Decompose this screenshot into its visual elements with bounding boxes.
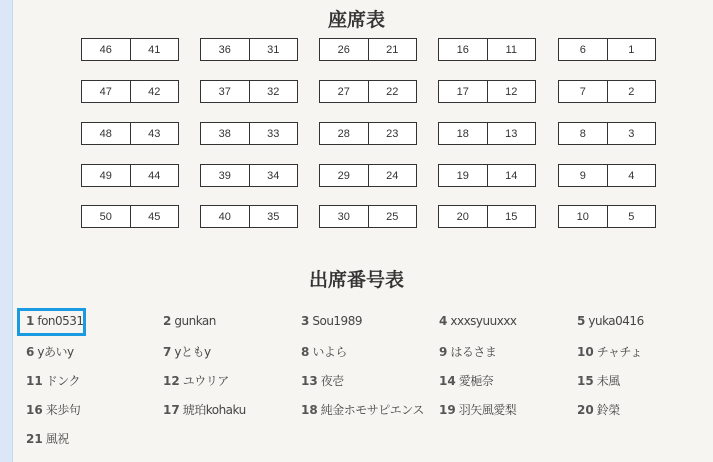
roster-entry[interactable]	[301, 343, 347, 360]
seat-number: 16	[456, 43, 469, 56]
seat-pair	[438, 38, 536, 61]
seat-number: 23	[368, 123, 417, 144]
roster-number: 19	[439, 403, 456, 417]
seat-pair	[81, 122, 179, 145]
seat-number: 1	[607, 39, 656, 60]
seat-number: 15	[487, 206, 536, 227]
seat-number: 46	[99, 43, 112, 56]
roster-number: 11	[26, 374, 43, 388]
seat-pair	[319, 80, 417, 103]
seat-number: 37	[218, 85, 231, 98]
seat-number: 47	[99, 85, 112, 98]
roster-entry[interactable]	[26, 343, 74, 360]
roster-entry[interactable]	[26, 430, 69, 447]
seat-number: 7	[579, 85, 586, 98]
seat-number: 38	[218, 127, 231, 140]
seat-number: 18	[456, 127, 469, 140]
roster-number: 6	[26, 345, 35, 359]
seat-number: 4	[607, 165, 656, 186]
roster-number: 14	[439, 374, 456, 388]
page-left-edge	[0, 0, 13, 462]
seat-number: 3	[607, 123, 656, 144]
roster-name: yuka0416	[588, 314, 644, 328]
seat-number: 21	[368, 39, 417, 60]
seat-pair	[81, 205, 179, 228]
roster-number: 10	[577, 345, 594, 359]
seat-number: 35	[249, 206, 298, 227]
seat-number: 10	[576, 210, 589, 223]
seat-pair	[438, 80, 536, 103]
seat-number: 42	[130, 81, 179, 102]
seat-number: 8	[579, 127, 586, 140]
roster-entry[interactable]	[439, 401, 516, 418]
seat-number: 5	[607, 206, 656, 227]
seat-pair	[319, 164, 417, 187]
seat-number: 20	[456, 210, 469, 223]
seat-pair	[319, 122, 417, 145]
seat-pair	[558, 80, 656, 103]
seat-number: 25	[368, 206, 417, 227]
roster-name: fon0531	[37, 314, 84, 328]
seat-number: 48	[99, 127, 112, 140]
roster-entry[interactable]	[163, 372, 229, 389]
seat-number: 19	[456, 169, 469, 182]
roster-number: 16	[26, 403, 43, 417]
roster-entry[interactable]	[163, 401, 246, 418]
roster-name: 風祝	[45, 432, 69, 446]
roster-number: 1	[26, 314, 35, 328]
seat-number: 9	[579, 169, 586, 182]
roster-number: 21	[26, 432, 43, 446]
roster-name: 愛梔奈	[458, 374, 494, 388]
seat-number: 29	[337, 169, 350, 182]
roster-name: 羽矢風愛梨	[458, 403, 517, 417]
seat-number: 27	[337, 85, 350, 98]
seat-number: 31	[249, 39, 298, 60]
seat-number: 24	[368, 165, 417, 186]
roster-entry[interactable]	[301, 314, 362, 328]
seat-number: 34	[249, 165, 298, 186]
roster-number: 18	[301, 403, 318, 417]
seat-number: 45	[130, 206, 179, 227]
roster-number: 8	[301, 345, 310, 359]
roster-entry[interactable]	[163, 314, 216, 328]
roster-name: 未風	[596, 374, 620, 388]
seat-number: 33	[249, 123, 298, 144]
seat-pair	[438, 122, 536, 145]
seat-pair	[200, 205, 298, 228]
seat-number: 17	[456, 85, 469, 98]
seat-pair	[81, 38, 179, 61]
seat-number: 41	[130, 39, 179, 60]
roster-number: 2	[163, 314, 172, 328]
seat-pair	[438, 205, 536, 228]
seat-number: 2	[607, 81, 656, 102]
roster-number: 9	[439, 345, 448, 359]
roster-name: yともy	[174, 345, 211, 359]
seat-pair	[319, 38, 417, 61]
roster-number: 20	[577, 403, 594, 417]
seat-number: 49	[99, 169, 112, 182]
seat-pair	[319, 205, 417, 228]
roster-title: 出席番号表	[308, 269, 404, 291]
roster-name: 来歩句	[45, 403, 81, 417]
seat-number: 36	[218, 43, 231, 56]
seat-chart-title: 座席表	[327, 9, 385, 31]
seat-pair	[558, 38, 656, 61]
roster-name: 鈴榮	[596, 403, 620, 417]
seat-pair	[81, 164, 179, 187]
roster-name: Sou1989	[312, 314, 362, 328]
roster-number: 13	[301, 374, 318, 388]
seat-number: 43	[130, 123, 179, 144]
seat-number: 12	[487, 81, 536, 102]
seat-number: 11	[487, 39, 536, 60]
roster-number: 12	[163, 374, 180, 388]
roster-name: ドンク	[45, 374, 80, 388]
roster-number: 4	[439, 314, 448, 328]
roster-number: 7	[163, 345, 172, 359]
seat-pair	[200, 164, 298, 187]
seat-number: 40	[218, 210, 231, 223]
seat-number: 28	[337, 127, 350, 140]
roster-entry[interactable]	[439, 372, 493, 389]
roster-entry[interactable]	[163, 343, 211, 360]
roster-name: チャチょ	[596, 345, 642, 359]
roster-entry[interactable]	[577, 314, 644, 328]
roster-name: 純金ホモサピエンス	[320, 403, 424, 417]
roster-entry[interactable]	[439, 314, 517, 328]
seat-pair	[558, 122, 656, 145]
seat-number: 13	[487, 123, 536, 144]
seat-number: 50	[99, 210, 112, 223]
roster-name: gunkan	[174, 314, 216, 328]
seat-pair	[200, 80, 298, 103]
roster-name: 琥珀kohaku	[182, 403, 246, 417]
roster-number: 17	[163, 403, 180, 417]
seat-number: 26	[337, 43, 350, 56]
roster-name: yあいy	[37, 345, 74, 359]
seat-pair	[81, 80, 179, 103]
seat-pair	[558, 164, 656, 187]
roster-entry[interactable]	[301, 401, 424, 418]
roster-entry[interactable]	[439, 343, 496, 360]
roster-entry[interactable]	[577, 343, 642, 360]
seat-pair	[200, 122, 298, 145]
roster-name: 夜壱	[320, 374, 344, 388]
seat-pair	[438, 164, 536, 187]
seat-number: 30	[337, 210, 350, 223]
roster-entry[interactable]	[577, 401, 620, 418]
roster-number: 15	[577, 374, 594, 388]
roster-name: xxxsyuuxxx	[450, 314, 517, 328]
roster-entry[interactable]	[26, 372, 80, 389]
roster-name: いよら	[312, 345, 347, 359]
roster-name: はるさま	[450, 345, 497, 359]
seat-number: 44	[130, 165, 179, 186]
roster-entry[interactable]	[301, 372, 344, 389]
seat-pair	[200, 38, 298, 61]
seat-number: 22	[368, 81, 417, 102]
seat-number: 39	[218, 169, 231, 182]
roster-name: ユウリア	[182, 374, 229, 388]
roster-number: 5	[577, 314, 586, 328]
seat-number: 32	[249, 81, 298, 102]
roster-number: 3	[301, 314, 310, 328]
roster-entry[interactable]	[26, 401, 80, 418]
seat-number: 14	[487, 165, 536, 186]
roster-entry[interactable]	[577, 372, 620, 389]
seat-number: 6	[579, 43, 586, 56]
selection-highlight	[17, 308, 86, 336]
seat-pair	[558, 205, 656, 228]
